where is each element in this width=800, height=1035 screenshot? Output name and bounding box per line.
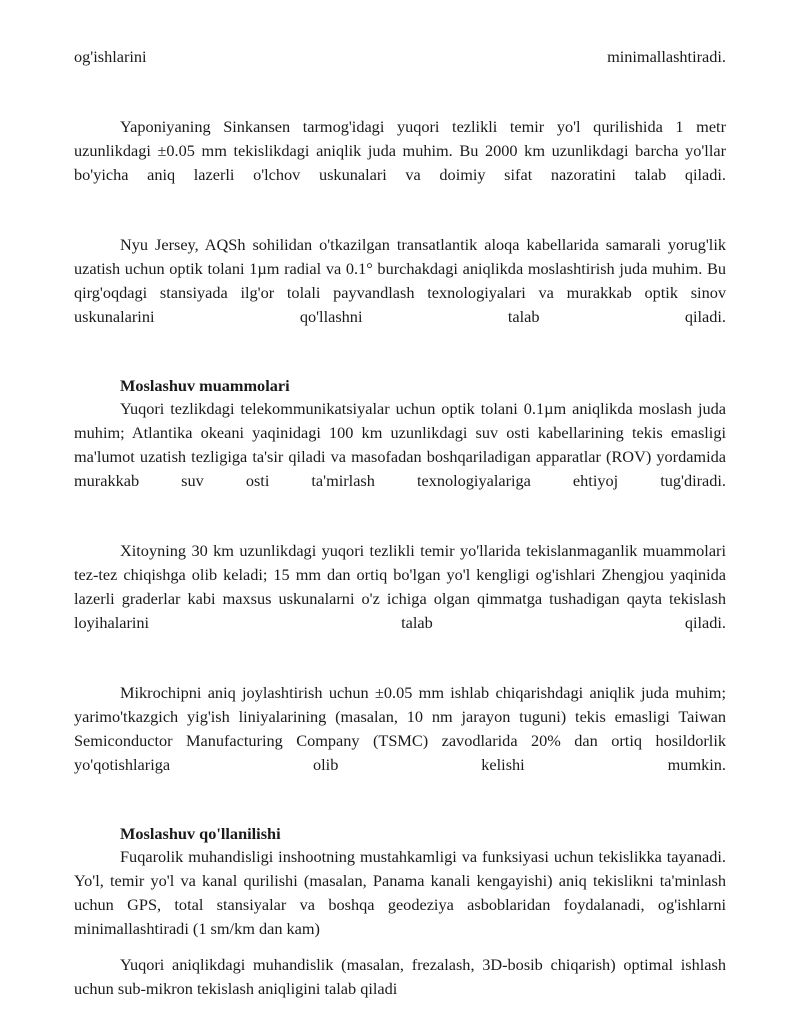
paragraph-china-railway: Xitoyning 30 km uzunlikdagi yuqori tezlikli temir yo'llarida tekislanmaganlik muammolari tez-tez chiqishga olib keladi; 15 mm dan ortiq bo'lgan yo'l kengligi og'ishlari Zhengjou yaqinida lazerli graderlar kabi maxsus uskunalarni o'z ichiga olgan qimmatga tushadigan qayta tekislash loyihalarini talab qiladi. xyxy=(74,541,726,632)
paragraph-precision-engineering: Yuqori aniqlikdagi muhandislik (masalan, frezalash, 3D-bosib chiqarish) optimal ishlash uchun sub-mikron tekislash aniqligini talab qiladi xyxy=(74,955,726,998)
document-body xyxy=(74,45,726,1001)
paragraph-civil-engineering: Fuqarolik muhandisligi inshootning mustahkamligi va funksiyasi uchun tekislikka tayanadi. Yo'l, temir yo'l va kanal qurilishi (masalan, Panama kanali kengayishi) aniq tekislikni ta'minlash uchun GPS, total stansiyalar va boshqa geodeziya asboblaridan foydalanadi, og'ishlarni minimallashtiradi (1 sm/km dan kam) xyxy=(74,847,726,938)
section-heading-applications: Moslashuv qo'llanilishi xyxy=(120,824,281,843)
lead-line: og'ishlarini minimallashtiradi. xyxy=(74,47,726,66)
paragraph-microchip: Mikrochipni aniq joylashtirish uchun ±0.05 mm ishlab chiqarishdagi aniqlik juda muhim; yarimo'tkazgich yig'ish liniyalarining (masalan, 10 nm jarayon tuguni) tekis emasligi Taiwan Semiconductor Manufacturing Company (TSMC) zavodlarida 20% dan ortiq hosildorlik yo'qotishlariga olib kelishi mumkin. xyxy=(74,683,726,774)
paragraph-optical-fiber: Yuqori tezlikdagi telekommunikatsiyalar uchun optik tolani 0.1µm aniqlikda moslash juda muhim; Atlantika okeani yaqinidagi 100 km uzunlikdagi suv osti kabellarining tekis emasligi ma'lumot uzatish tezligiga ta'sir qiladi va masofadan boshqariladigan apparatlar (ROV) yordamida murakkab suv osti ta'mirlash texnologiyalariga ehtiyoj tug'diradi. xyxy=(74,399,726,490)
paragraph-shinkansen: Yaponiyaning Sinkansen tarmog'idagi yuqori tezlikli temir yo'l qurilishida 1 metr uzunlikdagi ±0.05 mm tekislikdagi aniqlik juda muhim. Bu 2000 km uzunlikdagi barcha yo'llar bo'yicha aniq lazerli o'lchov uskunalari va doimiy sifat nazoratini talab qiladi. xyxy=(74,117,726,184)
section-heading-challenges: Moslashuv muammolari xyxy=(120,376,290,395)
paragraph-transatlantic-cable: Nyu Jersey, AQSh sohilidan o'tkazilgan transatlantik aloqa kabellarida samarali yorug'lik uzatish uchun optik tolani 1µm radial va 0.1° burchakdagi aniqlikda moslashtirish juda muhim. Bu qirg'oqdagi stansiyada ilg'or tolali payvandlash texnologiyalari va murakkab optik sinov uskunalarini qo'llashni talab qiladi. xyxy=(74,235,726,326)
